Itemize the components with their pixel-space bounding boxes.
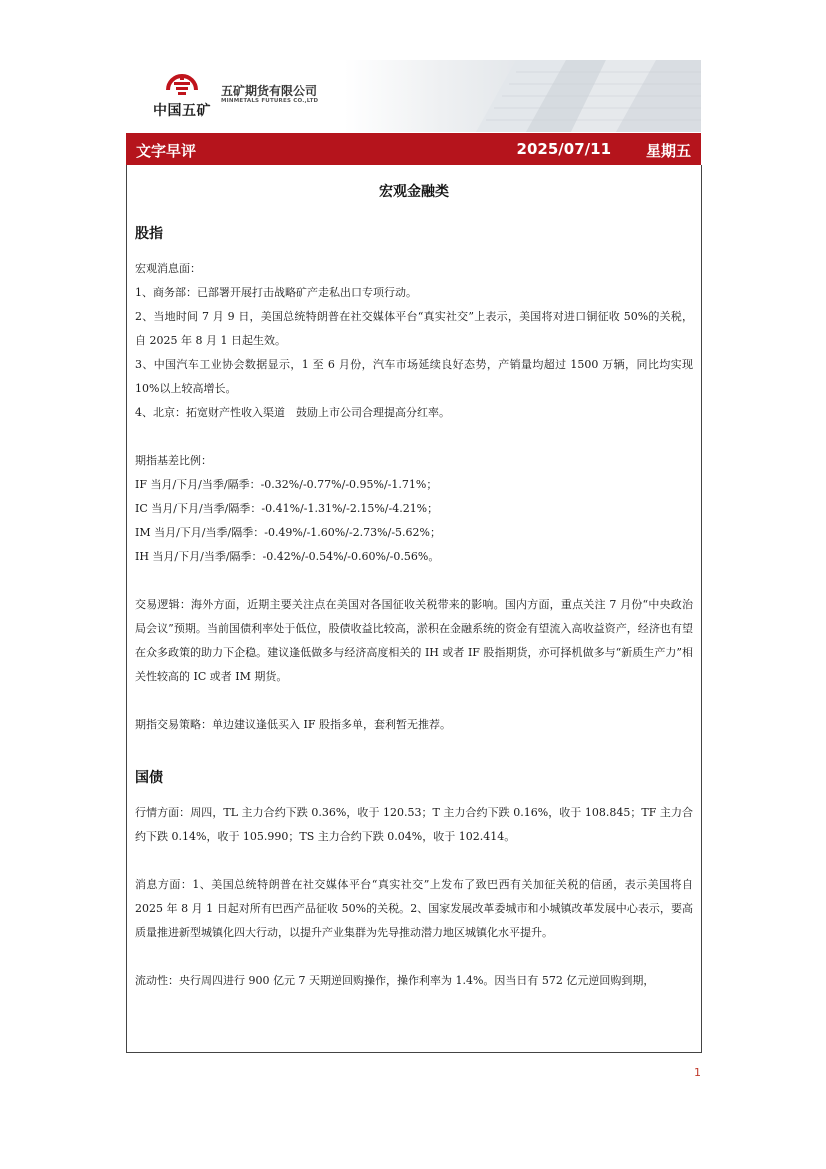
- spacer: [135, 945, 693, 969]
- company-name-en: MINMETALS FUTURES CO.,LTD: [221, 98, 319, 104]
- spacer: [135, 737, 693, 745]
- stock-index-heading: 股指: [135, 226, 163, 242]
- basis-label: 期指基差比例：: [135, 454, 212, 467]
- page-number: 1: [694, 1066, 701, 1079]
- spacer: [135, 569, 693, 593]
- basis-row-im: IM 当月/下月/当季/隔季：-0.49%/-1.60%/-2.73%/-5.62%；: [135, 526, 441, 539]
- report-type-label: 文字早评: [136, 142, 197, 160]
- basis-row-if: IF 当月/下月/当季/隔季：-0.32%/-0.77%/-0.95%/-1.71%；: [135, 478, 438, 491]
- basis-row-ih: IH 当月/下月/当季/隔季：-0.42%/-0.54%/-0.60%/-0.56%。: [135, 550, 440, 563]
- title-bar: [126, 133, 701, 165]
- spacer: [135, 689, 693, 713]
- news-item: 2、当地时间 7 月 9 日，美国总统特朗普在社交媒体平台“真实社交”上表示，美国将对进口铜征收 50%的关税，自 2025 年 8 月 1 日起生效。: [135, 310, 693, 347]
- building-graphic: [456, 60, 701, 132]
- trading-strategy: 期指交易策略：单边建议逢低买入 IF 股指多单，套利暂无推荐。: [135, 718, 451, 731]
- news-item: 4、北京：拓宽财产性收入渠道 鼓励上市公司合理提高分红率。: [135, 406, 450, 419]
- content-box: [126, 165, 702, 1053]
- treasury-market: 行情方面：周四，TL 主力合约下跌 0.36%，收于 120.53；T 主力合约下跌 0.16%，收于 108.845；TF 主力合约下跌 0.14%，收于 105.990；TS 主力合约下跌 0.04%，收于 102.414。: [135, 806, 693, 843]
- spacer: [135, 849, 693, 873]
- treasury-heading: 国债: [135, 770, 163, 786]
- report-weekday: 星期五: [645, 142, 691, 160]
- trading-logic: 交易逻辑：海外方面，近期主要关注点在美国对各国征收关税带来的影响。国内方面，重点关注 7 月份“中央政治局会议”预期。当前国债利率处于低位，股债收益比较高，淤积在金融系统的资金有望流入高收益资产，经济也有望在众多政策的助力下企稳。建议逢低做多与经济高度相关的 IH 或者 IF 股指期货，亦可择机做多与“新质生产力”相关性较高的 IC 或者 IM 期货。: [135, 598, 693, 683]
- spacer: [135, 425, 693, 449]
- header-banner: [126, 60, 701, 132]
- treasury-liquidity: 流动性：央行周四进行 900 亿元 7 天期逆回购操作，操作利率为 1.4%。因当日有 572 亿元逆回购到期，: [135, 974, 655, 987]
- company-name-cn: 五矿期货有限公司: [221, 84, 318, 98]
- content-body: [127, 223, 701, 993]
- basis-row-ic: IC 当月/下月/当季/隔季：-0.41%/-1.31%/-2.15%/-4.21%；: [135, 502, 439, 515]
- macro-news-label: 宏观消息面：: [135, 262, 201, 275]
- news-item: 1、商务部：已部署开展打击战略矿产走私出口专项行动。: [135, 286, 417, 299]
- report-date: 2025/07/11: [516, 140, 611, 158]
- logo-text: 中国五矿: [153, 103, 211, 119]
- section-title: 宏观金融类: [379, 184, 449, 200]
- treasury-news: 消息方面：1、美国总统特朗普在社交媒体平台“真实社交”上发布了致巴西有关加征关税的信函，表示美国将自 2025 年 8 月 1 日起对所有巴西产品征收 50%的关税。2、国家发展改革委城市和小城镇改革发展中心表示，要高质量推进新型城镇化四大行动，以提升产业集群为先导推动潜力地区城镇化水平提升。: [135, 878, 693, 939]
- news-item: 3、中国汽车工业协会数据显示，1 至 6 月份，汽车市场延续良好态势，产销量均超过 1500 万辆，同比均实现 10%以上较高增长。: [135, 358, 693, 395]
